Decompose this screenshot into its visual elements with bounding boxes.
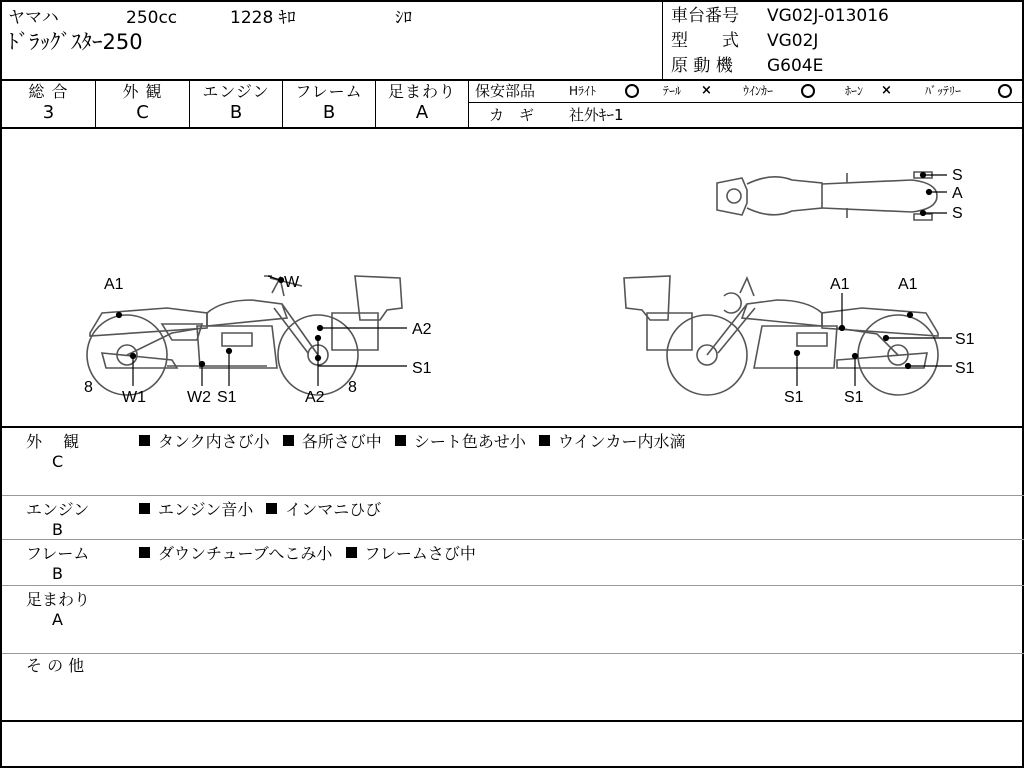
label-left-s1: S1 [412, 360, 432, 377]
grade-label: 足まわり [387, 82, 456, 101]
remark-frame [2, 540, 1024, 586]
label-right-s1b: S1 [955, 360, 975, 377]
motorcycle-diagram [2, 128, 1024, 427]
ng-cross-icon: × [881, 83, 892, 98]
displacement: 250cc [126, 8, 178, 28]
grade-frame [283, 80, 376, 127]
registration-info [663, 2, 1024, 80]
note: ダウンチューブへこみ小 [158, 544, 333, 563]
engine-value: G604E [767, 56, 824, 76]
type-value: VG02J [767, 31, 819, 51]
note: ウインカー内水滴 [558, 432, 686, 451]
frame-no-label: 車台番号 [671, 6, 739, 26]
label-left-8: 8 [84, 379, 93, 396]
remark-notes [137, 500, 387, 520]
safety-label: 保安部品 [475, 82, 536, 100]
bullet-icon [266, 503, 277, 514]
label-right-s1c: S1 [784, 389, 804, 406]
label-right-a1b: A1 [898, 276, 918, 293]
bullet-icon [139, 435, 150, 446]
frame-no: VG02J-013016 [767, 6, 889, 26]
divider [2, 720, 1024, 722]
safety-item-headlight: Hﾗｲﾄ [569, 84, 597, 98]
vehicle-summary [2, 2, 663, 80]
safety-item-battery: ﾊﾞｯﾃﾘｰ [925, 84, 962, 98]
key-label: カ ギ [489, 106, 535, 124]
remark-other [2, 654, 1024, 720]
label-right-s1d: S1 [844, 389, 864, 406]
right-side-view [624, 276, 938, 395]
grade-table [2, 80, 469, 127]
remark-category: そ の 他 [26, 656, 85, 675]
label-left-s1b: S1 [217, 389, 237, 406]
note: エンジン音小 [158, 500, 254, 519]
label-top-s: S [952, 167, 963, 184]
type-label: 型 式 [671, 31, 739, 51]
grade-value: C [136, 102, 149, 123]
bullet-icon [283, 435, 294, 446]
grade-label: フレーム [295, 82, 363, 101]
safety-item-horn: ﾎｰﾝ [845, 84, 864, 98]
remark-grade: A [52, 610, 63, 629]
color: ｼﾛ [395, 8, 412, 28]
label-left-w1: W1 [122, 389, 146, 406]
grade-label: 総 合 [28, 82, 69, 101]
grade-value: B [322, 102, 336, 123]
note: フレームさび中 [364, 544, 476, 563]
label-right-s1a: S1 [955, 331, 975, 348]
key-row [469, 103, 1024, 127]
damage-diagram [2, 128, 1024, 427]
label-left-a2: A2 [412, 321, 432, 338]
safety-parts [469, 80, 1024, 127]
engine-label: 原 動 機 [671, 56, 733, 76]
note: インマニひび [285, 500, 382, 519]
label-top-a: A [952, 185, 963, 202]
ok-circle-icon [801, 84, 815, 98]
label-left-w: W [284, 274, 300, 291]
remark-grade: C [52, 452, 64, 471]
remark-grade: B [52, 520, 63, 539]
grade-value: 3 [42, 102, 55, 123]
grade-label: エンジン [202, 82, 270, 101]
bullet-icon [346, 547, 357, 558]
remark-exterior [2, 428, 1024, 496]
ng-cross-icon: × [701, 83, 712, 98]
top-view [717, 172, 937, 220]
grade-engine [190, 80, 283, 127]
note: 各所さび中 [301, 432, 382, 451]
remark-category: エンジン [26, 500, 90, 519]
safety-item-winker: ｳｲﾝｶｰ [743, 84, 774, 98]
remark-suspension [2, 586, 1024, 654]
safety-row [469, 80, 1024, 103]
maker: ヤマハ [8, 8, 59, 28]
remark-notes [137, 544, 482, 564]
grade-suspension [376, 80, 469, 127]
bullet-icon [395, 435, 406, 446]
grade-exterior [96, 80, 190, 127]
label-left-w2: W2 [187, 389, 211, 406]
grade-value: B [229, 102, 243, 123]
label-top-s2: S [952, 205, 963, 222]
safety-item-tail: ﾃｰﾙ [663, 84, 682, 98]
bullet-icon [139, 503, 150, 514]
note: タンク内さび小 [158, 432, 270, 451]
grade-value: A [415, 102, 429, 123]
remark-grade: B [52, 564, 63, 583]
ok-circle-icon [998, 84, 1012, 98]
grade-label: 外 観 [122, 82, 163, 101]
remark-engine [2, 496, 1024, 540]
model-name: ﾄﾞﾗｯｸﾞｽﾀｰ250 [8, 30, 143, 54]
remark-category: 外 観 [26, 432, 80, 451]
label-left-8b: 8 [348, 379, 357, 396]
remark-notes [137, 432, 692, 452]
mileage: 1228 ｷﾛ [230, 8, 296, 28]
label-right-a1a: A1 [830, 276, 850, 293]
key-value: 社外ｷｰ1 [569, 106, 624, 124]
ok-circle-icon [625, 84, 639, 98]
label-left-a1: A1 [104, 276, 124, 293]
grade-overall [2, 80, 96, 127]
bullet-icon [139, 547, 150, 558]
remark-category: 足まわり [26, 590, 91, 609]
remark-category: フレーム [26, 544, 90, 563]
bullet-icon [539, 435, 550, 446]
label-left-a2b: A2 [305, 389, 325, 406]
note: シート色あせ小 [413, 432, 526, 451]
left-side-view [87, 276, 402, 395]
